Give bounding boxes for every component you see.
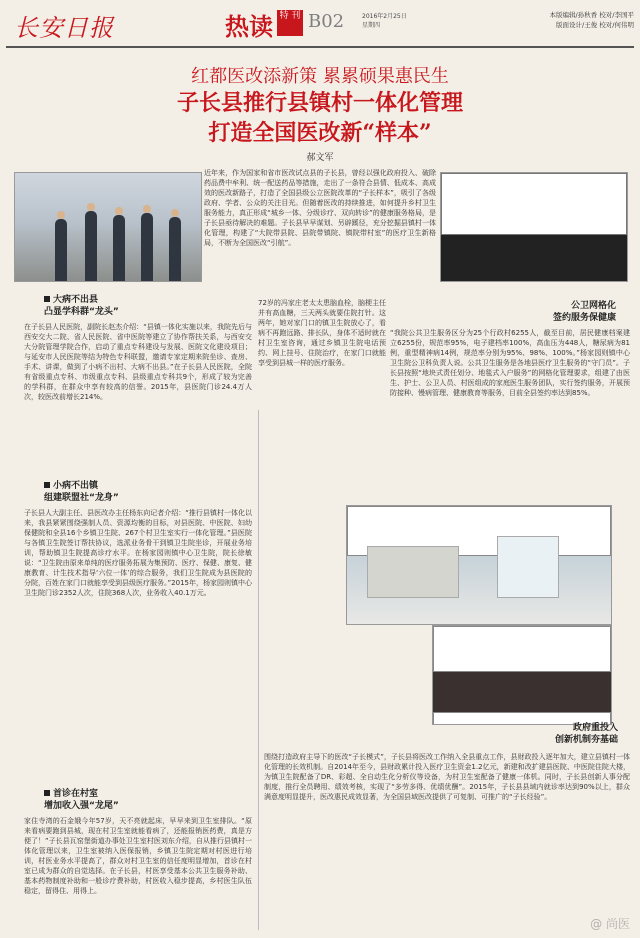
section-5-body: 围绕打造政府主导下的医改“子长模式”，子长县将医改工作纳入全县重点工作，县财政投入逐年加大，建立县镇村一体化管理的长效机制。自2014年至今，县财政累计投入医疗卫生资金1.2亿元，新建和改扩建县医院、中医院住院大楼，为镇卫生院配备了DR、彩超、全自动生化分析仪等设备，为村卫生室配备了健康一体机。同时，子长县创新人事分配制度，推行全员聘用、绩效考核，实现了“多劳多得、优绩优酬”。2015年，子长县县域内就诊率达到90%以上，群众满意度明显提升，医改惠民成效显著，为全国县域医改提供了可复制、可推广的“子长经验”。 — [264, 753, 630, 801]
editors-line-2: 版面设计/王俊 校对/何伟明 — [556, 21, 634, 29]
photo-clinic-interior — [346, 505, 612, 625]
editor-credits — [538, 10, 634, 30]
intro-paragraph: 近年来，作为国家和省市医改试点县的子长县，曾经以强化政府投入、破除药品费中牟利、统一配送药品等措施，走出了一条符合县情、低成本、高成效的医改新路子，打造了全国县级公立医院改革的“子长样本”，吸引了各级政府、学者、公众的关注目光。但随着医改的持续推进，如何提升乡村卫生服务能力，真正形成“城乡一体、分级诊疗、双向转诊”的健康服务格局，是子长县亟待解决的难题。子长县早早谋划、另辟蹊径，充分挖掘县镇村一体化管理，构建了“大院带县院、县院带镇院、镇院带村室”的医疗卫生新格局，不断为全国医改“引航”。 — [204, 169, 436, 247]
section-3-title: 首诊在村室 增加收入强“龙尾” — [44, 789, 119, 811]
column-divider — [258, 410, 259, 930]
headline-line-2: 打造全国医改新“样本” — [208, 120, 432, 146]
section-4-body-b — [264, 404, 630, 496]
photo-inspection-group — [14, 172, 202, 282]
photo-consultation — [432, 625, 612, 725]
section-1-title: 大病不出县 凸显学科群“龙头” — [44, 295, 119, 317]
section-2-body: 子长县人大副主任、县医改办主任杨东向记者介绍：“推行县镇村一体化以来，我县紧紧围绕强制人员、资源均衡的目标，对县医院、中医院、妇幼保健院和全县16个乡镇卫生院、267个村卫生室实行一体化管理。”县医院与各镇卫生院签订帮扶协议，选派业务骨干到镇卫生院坐诊，开展业务培训，帮助镇卫生院提高诊疗水平。在杨家园则镇中心卫生院，院长徐敏说：“卫生院由原来单纯的医疗服务拓展为集预防、医疗、保健、康复、健康教育、计生技术指导‘六位一体’的综合服务，我们卫生院成为县医院的分院，百姓在家门口就能享受到县级医疗服务。”2015年，杨家园则镇中心卫生院门诊2352人次，住院368人次，业务收入40.1万元。 — [24, 509, 252, 597]
section-title: 热读 — [225, 13, 273, 41]
page-code: B02 — [308, 11, 345, 32]
headline-line-1: 子长县推行县镇村一体化管理 — [176, 90, 463, 116]
masthead-rule — [6, 46, 634, 48]
section-2-title: 小病不出镇 组建联盟社“龙身” — [44, 481, 119, 503]
headline — [0, 88, 640, 148]
section-5-title: 政府重投入 创新机制夯基础 — [554, 723, 618, 745]
issue-date: 2016年2月25日 — [362, 13, 407, 20]
kicker: 红都医改添新策 累累硕果惠民生 — [191, 66, 449, 87]
issue-info — [362, 12, 407, 30]
section-label — [225, 7, 301, 42]
section-badge: 特 刊 — [277, 10, 303, 36]
byline: 郝文军 — [306, 153, 334, 163]
section-4-title: 公卫网格化 签约服务保健康 — [552, 301, 616, 323]
aside-paragraph: 72岁的冯家庄老太太患脑血栓，脑梗主任并有高血糖，三天两头就要住院打针。这两年，她对家门口的镇卫生院放心了，看病不再跑远路、排长队，身体不适时就在村卫生室咨询，通过乡镇卫生院电话预约、网上挂号、住院治疗，在家门口就能享受到县城一样的医疗服务。 — [258, 299, 386, 367]
issue-weekday: 星期四 — [362, 22, 381, 29]
section-1-body: 在子长县人民医院，副院长赵杰介绍：“县镇一体化实施以来，我院先后与西安交大二院、省人民医院、省中医院等建立了协作帮扶关系，与西安交大分院管理学院合作，启动了重点专科建设与发展、医院文化建设项目；与延安市人民医院等结为特色专科联盟，邀请专家定期来院坐诊、查房、手术、讲课，做到了小病不出村、大病不出县。”在子长县人民医院，全院有省级重点专科、市级重点专科、县级重点专科共9个，形成了较为完善的学科群，在群众中享有较高的信誉。2015年，县医院门诊24.4万人次，较医改前增长214%。 — [24, 323, 252, 401]
newspaper-logo: 长安日报 — [14, 14, 114, 42]
section-3-body: 家住寺湾的石金娥今年57岁，天不亮就起床，早早来到卫生室排队。“原来看病要跑到县城，现在村卫生室就能看病了，还能报销医药费，真是方便了！”子长县瓦窑堡街道办事处卫生室村医刘东介绍，自从推行县镇村一体化管理以来，卫生室被纳入医保报销，乡镇卫生院定期对村医进行培训，村医业务水平提高了，群众对村卫生室的信任度明显增加，首诊在村室已成为群众的自觉选择。在子长县，村医享受基本公共卫生服务补助、基本药物制度补助和一般诊疗费补助，村医收入稳步提高，乡村医生队伍稳定，留得住、用得上。 — [24, 817, 252, 895]
section-4-body-a: “我院公共卫生服务区分为25个行政村6255人，截至目前，居民健康档案建立6255份，规范率95%，电子建档率100%，高血压为448人，糖尿病为81例，重型精神病14例，规范率分别为95%、98%、100%。”杨家园则镇中心卫生院公卫科负责人说。公共卫生服务是各地县医疗卫生服务的“守门员”。子长县按照“地块式责任划分、地毯式入户服务”的网格化管理要求，组建了由医生、护士、公卫人员、村医组成的家庭医生服务团队，实行签约服务，开展预防接种、慢病管理、健康教育等服务，目前全县签约率达到85%。 — [390, 329, 630, 397]
photo-award-ceremony — [440, 172, 628, 282]
watermark: @ 尚医 — [590, 917, 630, 931]
masthead — [0, 0, 640, 46]
editors-line-1: 本版编辑/孙秋香 校对/李国平 — [549, 11, 634, 19]
